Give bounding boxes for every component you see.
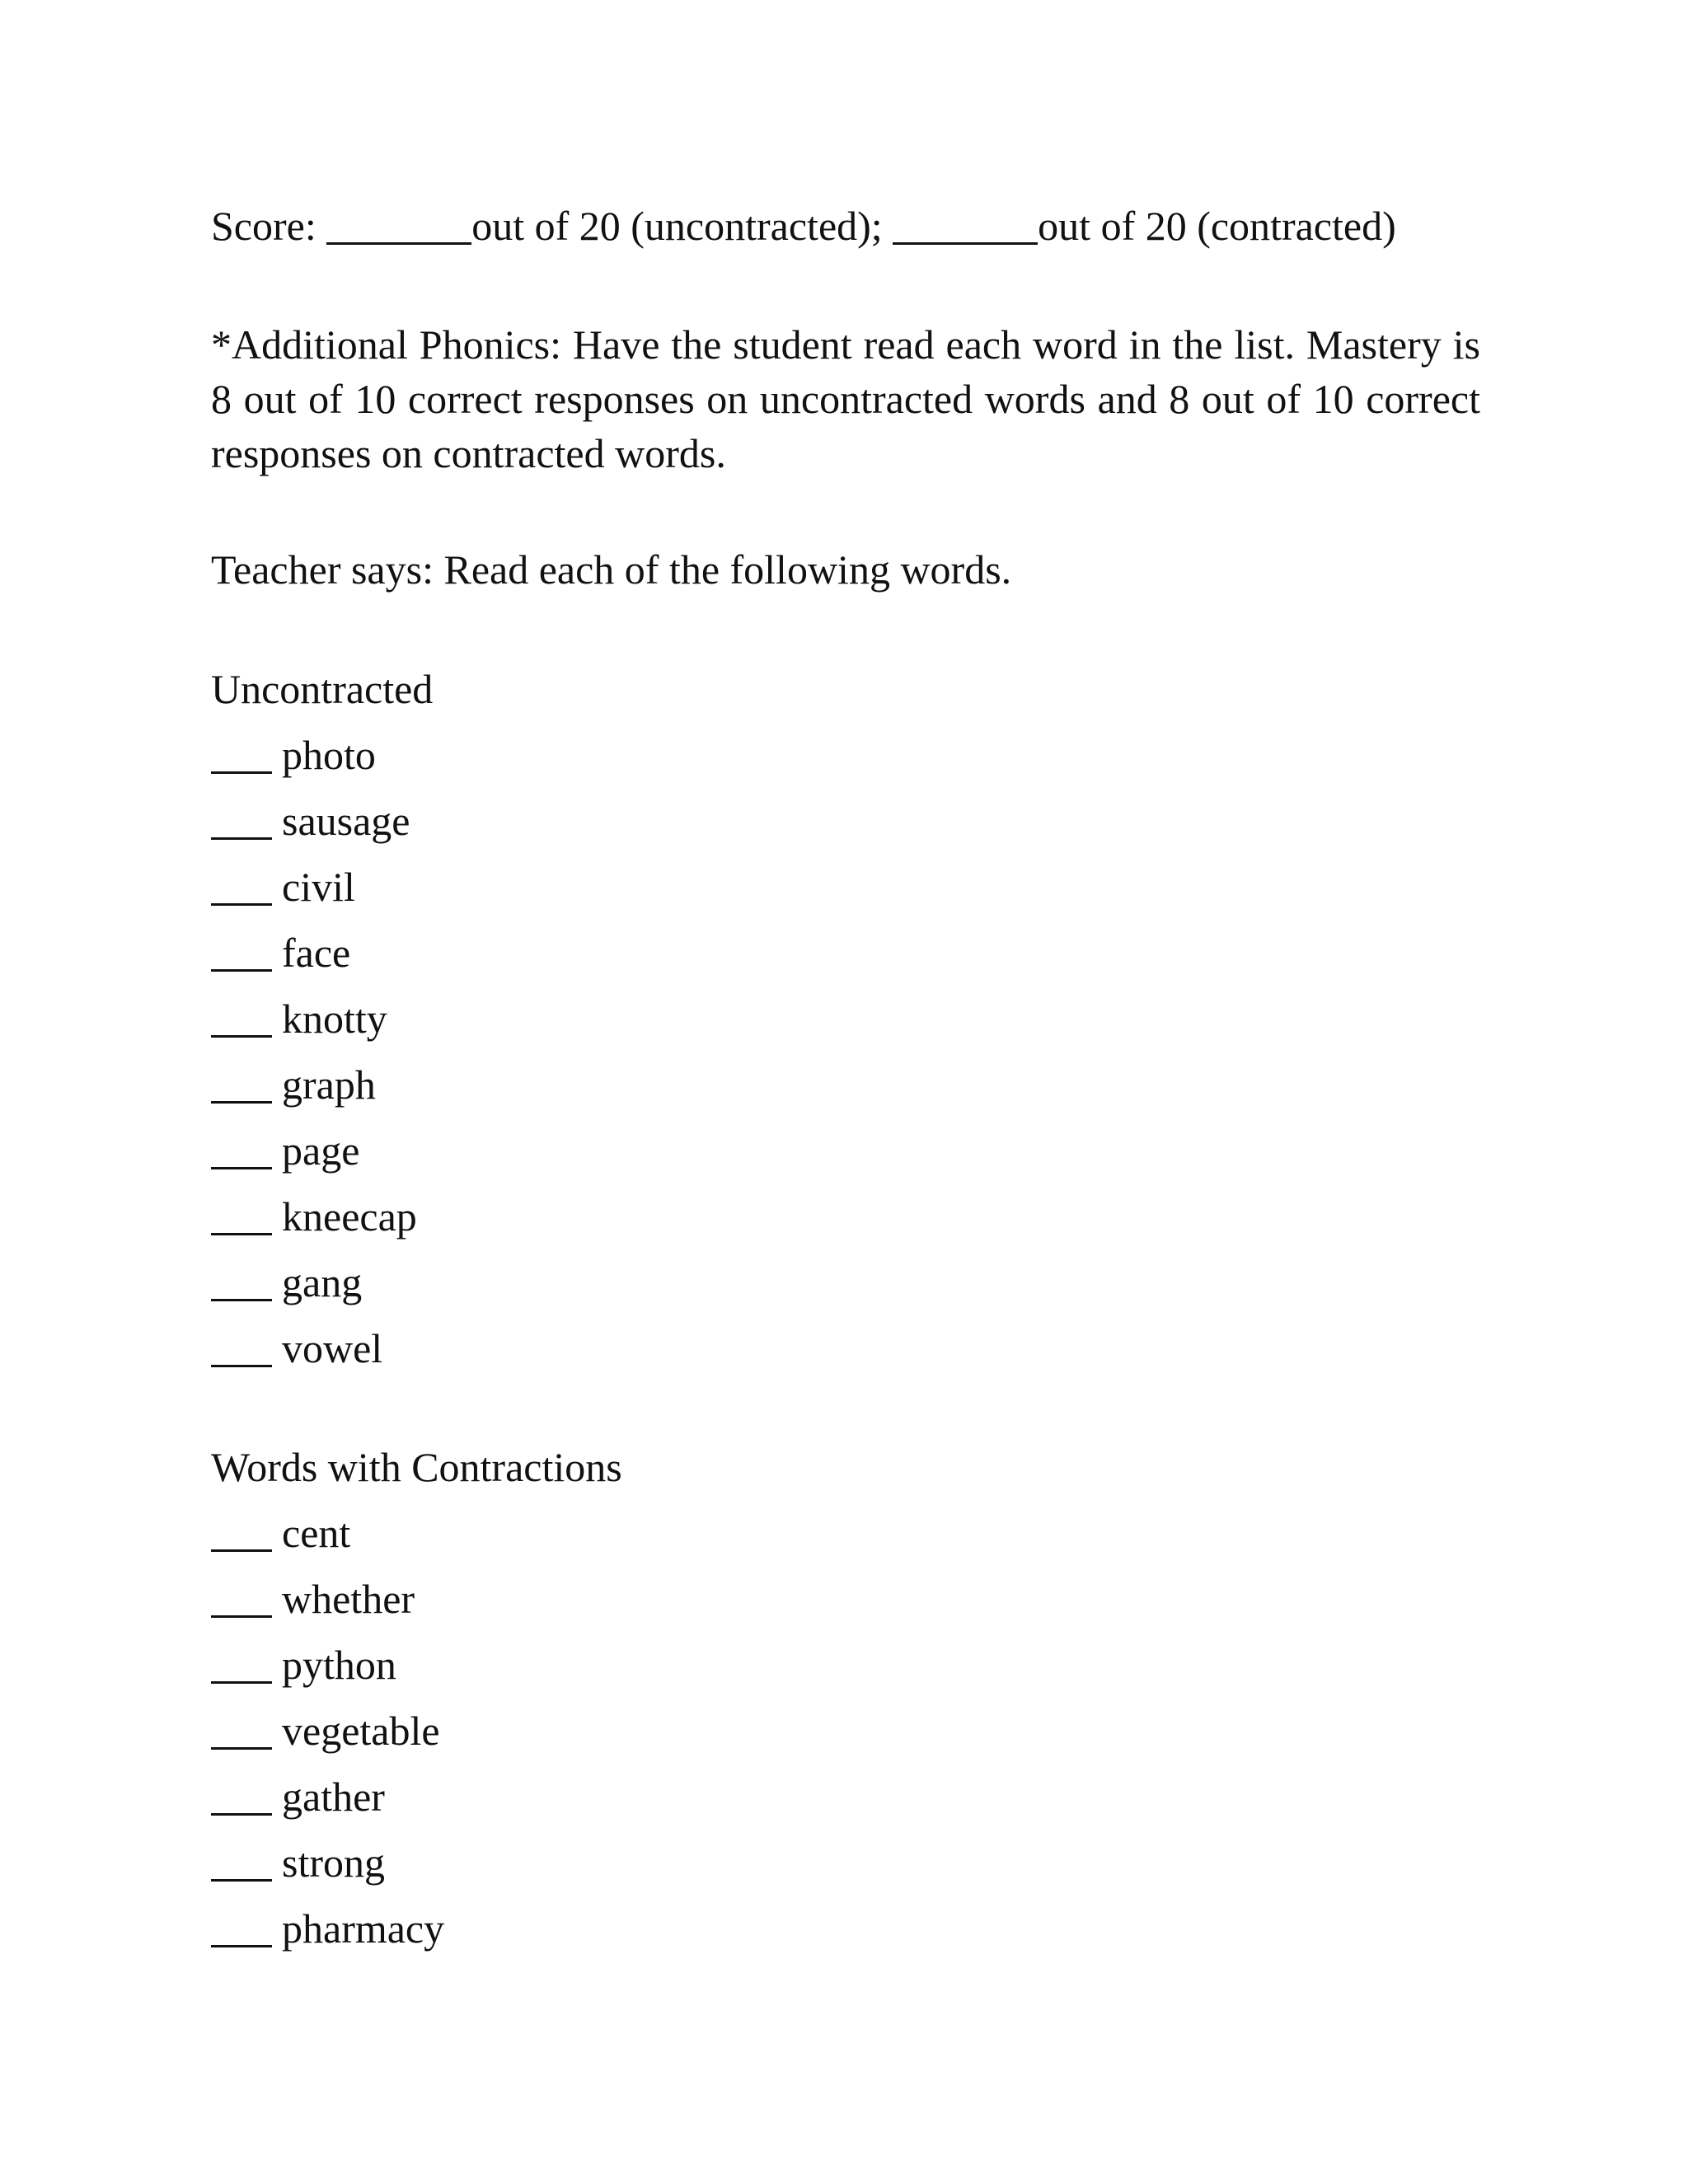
answer-blank [211,737,272,774]
word-text: graph [282,1062,376,1108]
contracted-word-list [211,1506,622,1967]
word-text: photo [282,732,376,778]
word-item [211,860,433,926]
contracted-heading: Words with Contractions [211,1444,622,1490]
word-item [211,1506,622,1572]
answer-blank [211,1001,272,1038]
word-item [211,1638,622,1704]
answer-blank [211,1132,272,1169]
word-item [211,1835,622,1901]
word-item [211,926,433,991]
uncontracted-score-blank [326,208,471,245]
word-item [211,1704,622,1769]
answer-blank [211,1844,272,1882]
answer-blank [211,935,272,972]
word-text: knotty [282,996,387,1042]
word-text: cent [282,1510,351,1556]
uncontracted-heading: Uncontracted [211,666,434,712]
word-item [211,1123,433,1189]
answer-blank [211,1713,272,1750]
answer-blank [211,1910,272,1947]
word-item [211,728,433,794]
word-text: civil [282,864,355,910]
answer-blank [211,1647,272,1684]
word-text: face [282,930,351,976]
uncontracted-score-suffix: out of 20 (uncontracted); [471,203,893,249]
word-item [211,1189,433,1255]
instructions-paragraph: *Additional Phonics: Have the student read each word in the list. Mastery is 8 out of 10 correct responses on uncontracted words and 8 out of 10 correct responses on contracted words. [211,321,1480,476]
answer-blank [211,1066,272,1104]
word-item [211,1572,622,1638]
uncontracted-section [211,662,433,1387]
answer-blank [211,1198,272,1235]
word-item [211,1321,433,1387]
answer-blank [211,803,272,840]
answer-blank [211,869,272,906]
answer-blank [211,1515,272,1552]
uncontracted-word-list [211,728,433,1387]
word-text: page [282,1127,360,1174]
word-text: gang [282,1259,363,1305]
word-text: sausage [282,798,410,844]
answer-blank [211,1330,272,1367]
word-text: python [282,1642,396,1688]
word-item [211,1057,433,1123]
answer-blank [211,1264,272,1301]
word-item [211,1769,622,1835]
word-item [211,1255,433,1321]
word-item [211,991,433,1057]
word-item [211,1901,622,1967]
word-text: whether [282,1576,415,1622]
word-text: vowel [282,1325,383,1371]
answer-blank [211,1779,272,1816]
contracted-score-blank [893,208,1038,245]
contracted-section [211,1440,622,1967]
word-item [211,794,433,860]
word-text: vegetable [282,1708,440,1754]
word-text: kneecap [282,1193,417,1240]
teacher-says-line: Teacher says: Read each of the following words. [211,546,1012,593]
word-text: pharmacy [282,1905,445,1952]
score-line [211,199,1396,253]
contracted-score-suffix: out of 20 (contracted) [1038,203,1396,249]
word-text: gather [282,1774,385,1820]
word-text: strong [282,1840,385,1886]
answer-blank [211,1581,272,1618]
score-label: Score: [211,203,327,249]
